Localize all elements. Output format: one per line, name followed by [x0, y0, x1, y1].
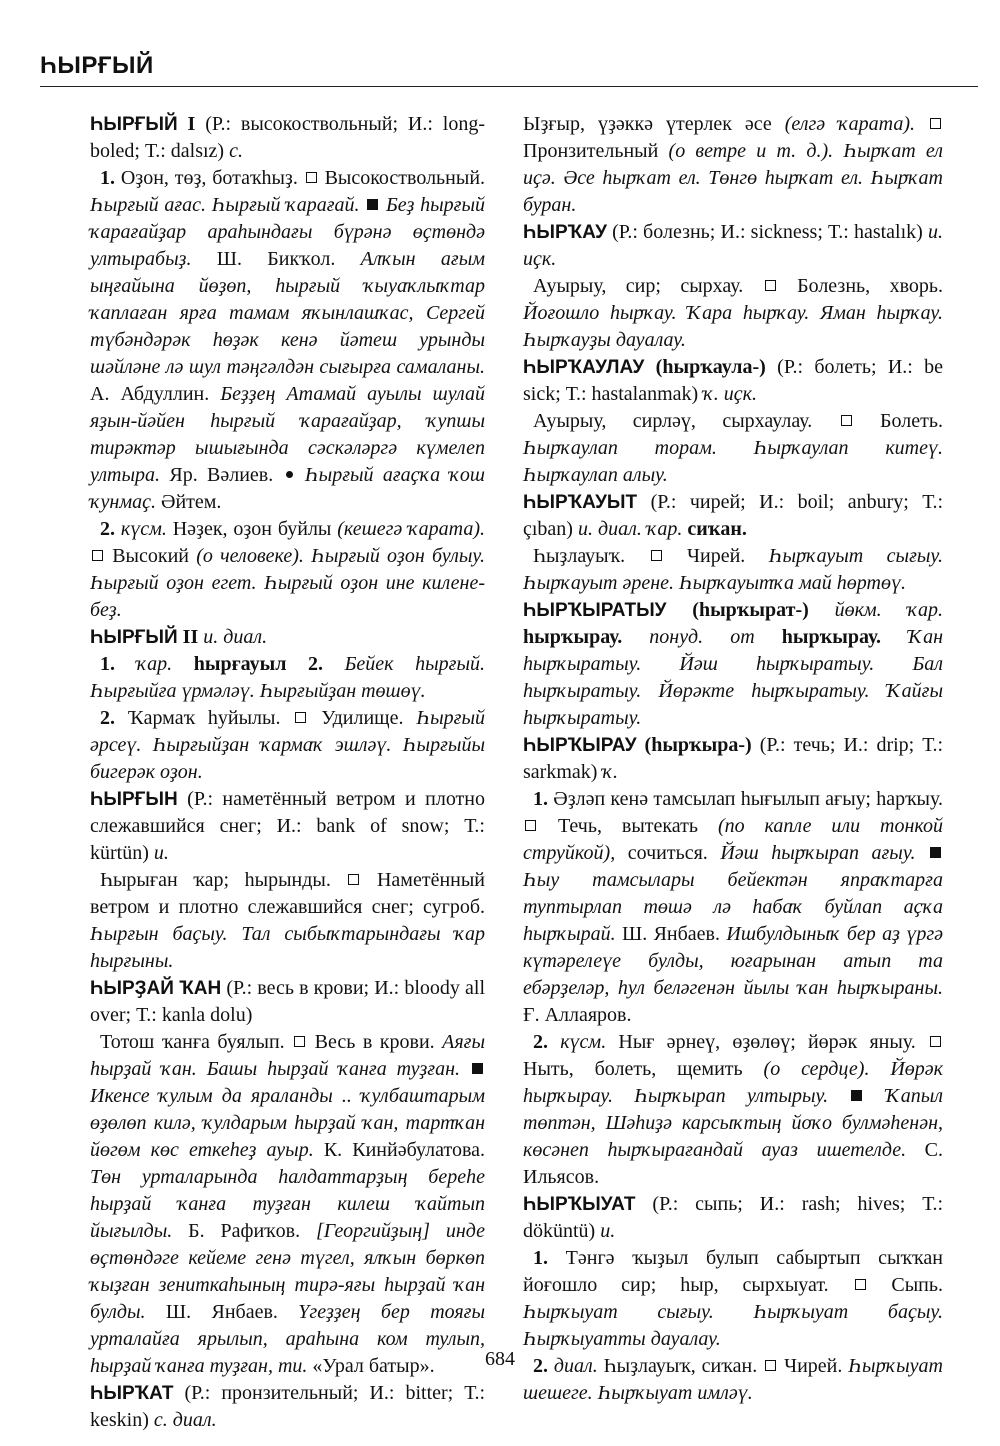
- quote-marker-icon: [472, 1063, 483, 1074]
- translation-note: (по капле или тонкой струйкой),: [523, 815, 944, 864]
- part-of-speech: и. иҫк.: [523, 221, 943, 270]
- headword: ҺЫРҒЫЙ: [90, 114, 178, 135]
- cross-reference-note: понуд. от: [649, 626, 755, 648]
- russian-marker-icon: [306, 172, 317, 183]
- usage-examples: Аяғы һырҙай ҡан. Башы һырҙай ҡанға туҙған.: [90, 1031, 486, 1080]
- usage-examples: Йөрәк һырҡырау. Һырҡырап ултырыу.: [523, 1058, 944, 1107]
- sense-number: 1.: [100, 653, 115, 675]
- headword: ҺЫРҠАТ: [90, 1383, 174, 1404]
- quote-marker-icon: [851, 1090, 862, 1101]
- usage-examples: Һырғын баҫыу. Тал сыбыҡтарындағы ҡар һырғыны.: [90, 923, 485, 972]
- part-of-speech: с.: [229, 140, 243, 162]
- dictionary-entry: [90, 624, 485, 786]
- literary-quote: Беҙ һырғый ҡарағайҙар араһындағы бүрәнә өҫтөндә ултырабыҙ.: [90, 194, 486, 270]
- dictionary-entry: [523, 1191, 943, 1407]
- sense-number: 1.: [533, 1247, 548, 1269]
- cross-reference: һырҡырау.: [523, 626, 623, 648]
- russian-marker-icon: [841, 415, 852, 426]
- part-of-speech: и.: [153, 842, 169, 864]
- literary-quote: Төн урталарында һалдаттарҙың береһе һырҙай ҡанға туҙған килеш ҡайтып йығылды.: [90, 1166, 485, 1242]
- literary-quote: Үгеҙҙең бер тояғы урталайға ярылып, араһына ком тулып, һырҙай ҡанға туҙған, ти.: [90, 1301, 486, 1377]
- sense-definition: Әҙләп кенә тамсылап һығылып ағыу; һарҡыу.: [553, 788, 943, 810]
- russian-translation: Болеть.: [880, 410, 943, 432]
- literary-quote: Ҡапыл төптән, Шәһиҙә карсыҡтың йоҡо булмәһенән, көсәнеп һырҡырағандай ауаз ишетелде.: [523, 1085, 943, 1161]
- russian-marker-icon: [294, 1036, 305, 1047]
- definition-note: (елгә ҡарата).: [784, 113, 916, 135]
- russian-translation: Весь в крови.: [314, 1031, 435, 1053]
- stem: (һырҡыра-): [644, 734, 752, 756]
- right-column: [523, 111, 943, 1407]
- headword: ҺЫРҒЫЙ: [90, 627, 178, 648]
- headword: ҺЫРҒЫН: [90, 789, 178, 810]
- translation-note: (о человеке).: [196, 545, 304, 567]
- usage-examples: Һырғый оҙон булыу. Һырғый оҙон егет. Һырғый оҙон ине килене-беҙ.: [90, 545, 486, 621]
- quote-author: Ш. Янбаев.: [165, 1301, 278, 1323]
- homonym-numeral: I: [187, 113, 196, 135]
- quote-author: «Урал батыр».: [312, 1355, 435, 1377]
- dictionary-entry: [90, 975, 485, 1380]
- usage-examples: Һырҡат ел иҫә. Әсе һырҡат ел. Төнгө һырҡат ел. Һырҡат буран.: [523, 140, 943, 216]
- part-of-speech: и. диал. ҡар.: [577, 518, 683, 540]
- russian-translation: Чирей.: [784, 1355, 843, 1377]
- page-number: 684: [485, 1348, 515, 1370]
- quote-marker-icon: [930, 847, 941, 858]
- etymology: (Р.: течь; И.: drip; Т.: sarkmak): [523, 734, 944, 783]
- dictionary-entry: [523, 597, 943, 732]
- quote-marker-icon: [367, 199, 378, 210]
- usage-examples: Ҡан һырҡыратыу. Йәш һырҡыратыу. Бал һырҡыратыу. Йөрәкте һырҡыратыу. Ҡайғы һырҡыратыу.: [523, 626, 943, 729]
- usage-label: күсм.: [120, 518, 167, 540]
- dictionary-entry: [90, 111, 485, 624]
- cross-reference-number: 2.: [308, 653, 324, 675]
- headword: ҺЫРҠАУЫТ: [523, 492, 638, 513]
- russian-translation: Течь, вытекать: [557, 815, 699, 837]
- proverb-source: Әйтем.: [161, 491, 222, 513]
- sense-definition: Нығ әрнеү, өҙөлөү; йөрәк яныу.: [618, 1031, 916, 1053]
- russian-marker-icon: [295, 712, 306, 723]
- russian-translation: Удилище.: [321, 707, 404, 729]
- russian-translation: Пронзительный: [523, 140, 659, 162]
- russian-translation: Высокоствольный.: [324, 167, 486, 189]
- quote-author: Ғ. Аллаяров.: [523, 1004, 632, 1026]
- usage-examples: Йоғошло һырҡау. Ҡара һырҡау. Яман һырҡау. Һырҡауҙы дауалау.: [523, 302, 943, 351]
- etymology: (Р.: пронзительный; И.: bitter; Т.: keskin): [90, 1382, 486, 1431]
- sense-number: 2.: [100, 518, 115, 540]
- dictionary-entry: [523, 219, 943, 354]
- grammar-labels: йөкм. ҡар.: [834, 599, 944, 621]
- part-of-speech: с. диал.: [153, 1409, 217, 1431]
- cross-reference: сиҡан.: [687, 518, 747, 540]
- usage-examples: Йәш һырҡырап ағыу.: [720, 842, 916, 864]
- quote-author: А. Абдуллин.: [90, 383, 210, 405]
- sense-definition: Нәҙек, оҙон буйлы: [172, 518, 332, 540]
- running-head: ҺЫРҒЫЙ: [40, 52, 154, 79]
- russian-translation: Чирей.: [687, 545, 746, 567]
- literary-quote: [Георгийҙың] инде өҫтөндәге кейеме генә түгел, ялҡын бөркөп ҡыҙған зениткаһының тирә-яғы һырҙай ҡан булды.: [90, 1220, 486, 1323]
- homonym-numeral: II: [182, 626, 199, 648]
- cross-reference: һырҡырау.: [781, 626, 881, 648]
- russian-marker-icon: [651, 550, 662, 561]
- sense-number: 2.: [533, 1031, 548, 1053]
- quote-author: Ш. Янбаев.: [622, 923, 721, 945]
- definition: Һыҙлауыҡ.: [533, 545, 626, 567]
- header-rule: [40, 86, 978, 87]
- definition: Ыҙғыр, үҙәккә үтерлек әсе: [523, 113, 772, 135]
- headword: ҺЫРҠЫРАТЫУ: [523, 600, 667, 621]
- literary-quote: Алҡын ағым ыңғайына йөҙөп, һырғый ҡыуаҡлыҡтар ҡаплаған ярға тамам яҡынлашҡас, Сергей түбәндәрәк һөҙәк кенә йәтеш урынды шәйләне лә шул тәңгәлдән сығырға самаланы.: [90, 248, 486, 378]
- proverb: Һырғый ағаҫҡа ҡош ҡунмаҫ.: [90, 464, 486, 513]
- etymology: (Р.: болеть; И.: be sick; Т.: hastalanmak): [523, 356, 944, 405]
- proverb-marker-icon: [286, 471, 293, 478]
- russian-marker-icon: [930, 118, 941, 129]
- cross-reference: һырғауыл: [193, 653, 287, 675]
- headword: ҺЫРҠАУЛАУ: [523, 357, 645, 378]
- usage-examples: Һырҡаулап торам. Һырҡаулап китеү. Һырҡаулап алыу.: [523, 437, 943, 486]
- part-of-speech: ҡ. иҫк.: [703, 383, 757, 405]
- quote-author: Яр. Вәлиев.: [169, 464, 274, 486]
- russian-marker-icon: [855, 1279, 866, 1290]
- russian-translation: Ныть, болеть, щемить: [523, 1058, 743, 1080]
- usage-label: күсм.: [560, 1031, 607, 1053]
- quote-author: К. Кинйәбулатова.: [323, 1139, 485, 1161]
- definition-note: (кешегә ҡарата).: [337, 518, 486, 540]
- literary-quote: Һыу тамсылары бейектән япраҡтарға туптырлап төшә лә һабаҡ буйлап аҫҡа һырҡырай.: [523, 869, 943, 945]
- sense-definition: Тәнгә ҡыҙыл булып сабыртып сыҡҡан йоғошло сир; һыр, сырхыуат.: [523, 1247, 943, 1296]
- russian-translation: Сыпь.: [891, 1274, 943, 1296]
- translation-note: (о ветре и т. д.).: [668, 140, 834, 162]
- sense-number: 2.: [100, 707, 115, 729]
- literary-quote: Ишбулдыныҡ бер аҙ үргә күтәрелеүе булды, юғарынан атып та ебәрҙеләр, һул беләгенән йылы ҡан һырҡыраны.: [523, 923, 944, 999]
- definition: Ауырыу, сир; сырхау.: [533, 275, 744, 297]
- part-of-speech: и.: [600, 1220, 616, 1242]
- russian-translation: Наметённый ветром и плотно слежавшийся снег; сугроб.: [90, 869, 486, 918]
- usage-examples: Һырҡауыт сығыу. Һырҡауыт әрене. Һырҡауытҡа май һөртөү.: [523, 545, 944, 594]
- quote-author: Ш. Бикҡол.: [216, 248, 336, 270]
- russian-marker-icon: [348, 874, 359, 885]
- sense-number: 2.: [533, 1355, 548, 1377]
- headword: ҺЫРҠЫРАУ: [523, 735, 637, 756]
- headword: ҺЫРҠАУ: [523, 222, 607, 243]
- usage-label: диал.: [553, 1355, 598, 1377]
- headword: ҺЫРҘАЙ ҠАН: [90, 978, 222, 999]
- quote-author: Б. Рафиҡов.: [188, 1220, 301, 1242]
- etymology: (Р.: наметённый ветром и плотно слежавшийся снег; И.: bank of snow; Т.: kürtün): [90, 788, 486, 864]
- usage-examples: Һырҡыуат сығыу. Һырҡыуат баҫыу. Һырҡыуатты дауалау.: [523, 1301, 943, 1350]
- dictionary-entry: [523, 489, 943, 597]
- definition: Тотош ҡанға буялып.: [100, 1031, 285, 1053]
- etymology: (Р.: высокоствольный; И.: long-boled; Т.: dalsız): [90, 113, 485, 162]
- translation-note: (о сердце).: [763, 1058, 870, 1080]
- definition: Һырыған ҡар; һырынды.: [100, 869, 331, 891]
- literary-quote: Икенсе ҡулым да яраланды .. ҡулбаштарым өҙөлөп килә, ҡулдарым һырҙай ҡан, тартҡан йөгөм көс еткеһеҙ ауыр.: [90, 1085, 485, 1161]
- dictionary-entry: [90, 786, 485, 975]
- quote-author: С. Ильясов.: [523, 1139, 944, 1188]
- stem: (һырҡырат-): [692, 599, 809, 621]
- russian-marker-icon: [525, 820, 536, 831]
- grammar-labels: и. диал.: [203, 626, 268, 648]
- russian-translation: Высокий: [112, 545, 189, 567]
- dictionary-entry: [523, 354, 943, 489]
- etymology: (Р.: чирей; И.: boil; anbury; Т.: çıban): [523, 491, 943, 540]
- etymology: (Р.: сыпь; И.: rash; hives; Т.: döküntü): [523, 1193, 943, 1242]
- sense-number: 1.: [533, 788, 548, 810]
- russian-marker-icon: [765, 280, 776, 291]
- etymology: (Р.: весь в крови; И.: bloody all over; Т.: kanla dolu): [90, 977, 486, 1026]
- headword: ҺЫРҠЫУАТ: [523, 1194, 636, 1215]
- dictionary-entry: [523, 732, 943, 1191]
- russian-translation: Болезнь, хворь.: [797, 275, 944, 297]
- stem: (һырҡаула-): [655, 356, 766, 378]
- sense-definition: Һыҙлауыҡ, сиҡан.: [603, 1355, 758, 1377]
- definition: Ауырыу, сирләү, сырхаулау.: [533, 410, 813, 432]
- sense-definition: Ҡармаҡ һуйылы.: [127, 707, 281, 729]
- usage-label: ҡар.: [136, 653, 173, 675]
- dictionary-entry: [90, 1380, 485, 1434]
- usage-examples: Һырғый ағас. Һырғый ҡарағай.: [90, 194, 360, 216]
- usage-examples: Бейек һырғый. Һырғыйға үрмәләү. Һырғыйҙан төшөү.: [90, 653, 485, 702]
- etymology: (Р.: болезнь; И.: sickness; Т.: hastalık): [612, 221, 923, 243]
- left-column: [90, 111, 485, 1434]
- literary-quote: Беҙҙең Атамай ауылы шулай яҙын-йәйен һырғый ҡарағайҙар, ҡупшы тирәктәр ышығында сәскәләргә күмелеп ултыра.: [90, 383, 486, 486]
- russian-translation: сочиться.: [627, 842, 708, 864]
- russian-marker-icon: [92, 550, 103, 561]
- sense-number: 1.: [100, 167, 115, 189]
- part-of-speech: ҡ.: [602, 761, 618, 783]
- usage-examples: Һырғый әрсеү. Һырғыйҙан ҡармаҡ эшләү. Һырғыйы бигерәк оҙон.: [90, 707, 486, 783]
- usage-examples: Һырҡыуат шешеге. Һырҡыуат имләү.: [523, 1355, 944, 1404]
- russian-marker-icon: [930, 1036, 941, 1047]
- sense-definition: Оҙон, төҙ, ботаҡһыҙ.: [120, 167, 298, 189]
